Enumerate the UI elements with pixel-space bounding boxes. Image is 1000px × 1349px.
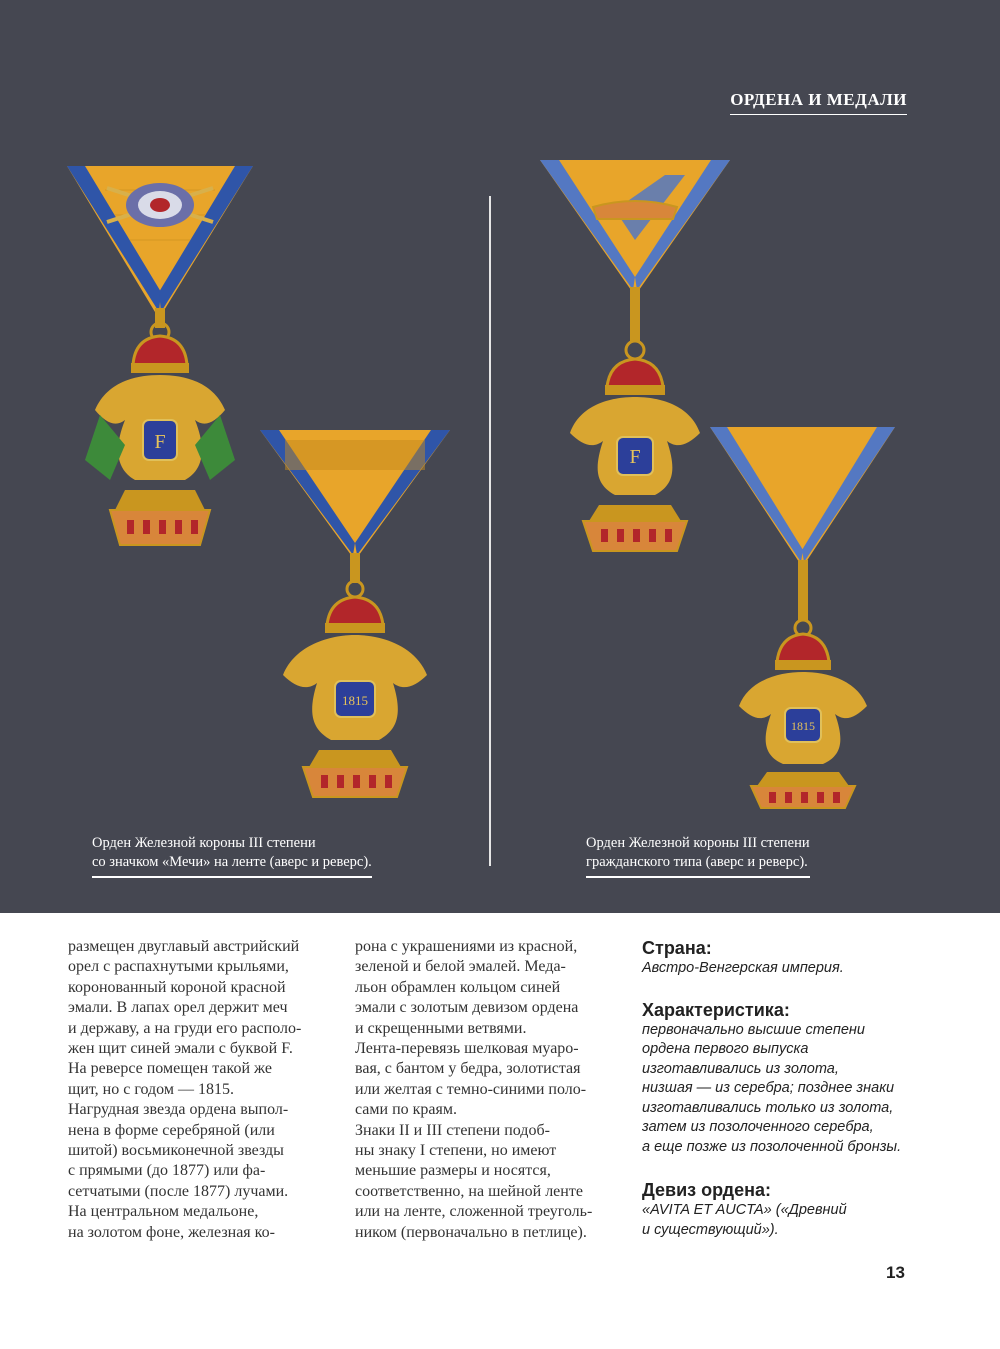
characteristics-line: изготавливались из золота, — [642, 1060, 839, 1077]
body-line: ны знаку I степени, но имеют — [355, 1142, 557, 1160]
motto-heading: Девиз ордена: — [642, 1180, 771, 1200]
body-line: щит, но с годом — 1815. — [68, 1080, 234, 1098]
body-line: рона с украшениями из красной, — [355, 938, 578, 955]
body-line: зеленой и белой эмалей. Меда- — [355, 958, 566, 976]
characteristics-line: первоначально высшие степени — [642, 1021, 865, 1038]
page-number: 13 — [886, 1263, 905, 1282]
body-line: эмали с золотым девизом ордена — [355, 999, 579, 1017]
country-heading: Страна: — [642, 938, 712, 958]
body-line: На центральном медальоне, — [68, 1203, 259, 1221]
right-caption — [586, 834, 810, 878]
body-line: эмали. В лапах орел держит меч — [68, 999, 288, 1017]
body-line: коронованный короной красной — [68, 978, 286, 996]
vertical-divider — [489, 196, 491, 866]
section-title: ОРДЕНА И МЕДАЛИ — [730, 90, 907, 115]
body-line: Нагрудная звезда ордена выпол- — [68, 1101, 289, 1119]
body-line: размещен двуглавый австрийский — [68, 938, 300, 955]
body-line: с прямыми (до 1877) или фа- — [68, 1162, 266, 1180]
caption-line: Орден Железной короны III степени — [92, 835, 316, 851]
body-line: на золотом фоне, железная ко- — [68, 1223, 275, 1241]
body-line: сами по краям. — [355, 1101, 458, 1119]
motto-line: и существующий»). — [642, 1221, 779, 1238]
body-line: вая, с бантом у бедра, золотистая — [355, 1060, 581, 1078]
svg-text:F: F — [629, 446, 641, 468]
body-line: соответственно, на шейной ленте — [355, 1182, 583, 1200]
left-caption — [92, 834, 372, 878]
svg-text:1815: 1815 — [342, 693, 368, 708]
body-line: ником (первоначально в петлице). — [355, 1223, 587, 1241]
body-line: или на ленте, сложенной треуголь- — [355, 1203, 593, 1221]
left-medal-reverse — [255, 425, 455, 805]
left-medal-obverse — [55, 160, 265, 620]
characteristics-line: изготавливались только из золота, — [642, 1099, 894, 1116]
caption-underline — [92, 876, 372, 878]
characteristics-line: ордена первого выпуска — [642, 1041, 809, 1057]
svg-text:F: F — [154, 431, 166, 453]
right-medal-reverse — [705, 422, 900, 812]
body-line: На реверсе помещен такой же — [68, 1060, 272, 1078]
svg-text:1815: 1815 — [791, 719, 815, 733]
body-line: орел с распахнутыми крыльями, — [68, 958, 289, 976]
caption-line: гражданского типа (аверс и реверс). — [586, 854, 808, 870]
caption-line: со значком «Мечи» на ленте (аверс и реверс). — [92, 854, 372, 870]
body-line: льон обрамлен кольцом синей — [355, 978, 561, 996]
body-line: и скрещенными ветвями. — [355, 1019, 527, 1037]
body-column-1 — [68, 937, 301, 1243]
body-line: нена в форме серебряной (или — [68, 1121, 275, 1139]
characteristics-line: затем из позолоченного серебра, — [642, 1119, 874, 1135]
country-value: Австро-Венгерская империя. — [642, 960, 844, 976]
body-line: шитой) восьмиконечной звезды — [68, 1142, 284, 1160]
facts-sidebar — [642, 937, 942, 1240]
body-column-2 — [355, 937, 592, 1243]
body-line: меньшие размеры и носятся, — [355, 1162, 551, 1180]
characteristics-line: а еще позже из позолоченной бронзы. — [642, 1138, 902, 1155]
body-line: сетчатыми (после 1877) лучами. — [68, 1182, 289, 1200]
motto-line: «AVITA ET AUCTA» («Древний — [642, 1202, 847, 1218]
body-line: и державу, а на груди его располо- — [68, 1019, 302, 1037]
caption-line: Орден Железной короны III степени — [586, 835, 810, 851]
caption-underline — [586, 876, 810, 878]
body-line: Лента-перевязь шелковая муаро- — [355, 1040, 579, 1058]
body-line: или желтая с темно-синими поло- — [355, 1080, 587, 1098]
body-line: Знаки II и III степени подоб- — [355, 1121, 550, 1139]
body-line: жен щит синей эмали с буквой F. — [68, 1040, 293, 1058]
characteristics-line: низшая — из серебра; позднее знаки — [642, 1080, 895, 1096]
characteristics-heading: Характеристика: — [642, 999, 790, 1020]
